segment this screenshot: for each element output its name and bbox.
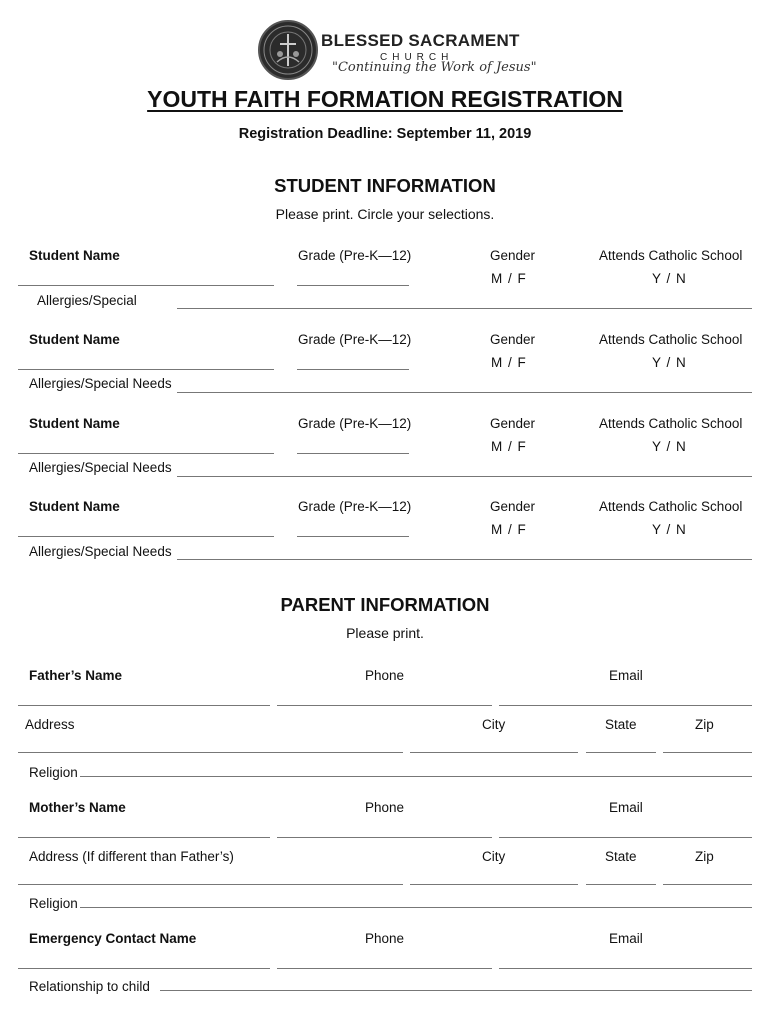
allergies-label: Allergies/Special: [37, 293, 137, 308]
gender-label: Gender: [490, 248, 536, 263]
allergies-field[interactable]: [177, 559, 752, 560]
emergency-name-field[interactable]: [18, 968, 270, 969]
father-email-label: Email: [609, 668, 643, 683]
father-city-field[interactable]: [410, 752, 578, 753]
mother-name-field[interactable]: [18, 837, 270, 838]
father-phone-field[interactable]: [277, 705, 492, 706]
catholic-school-options[interactable]: Y / N: [652, 439, 687, 454]
father-city-label: City: [482, 717, 506, 732]
gender-label: Gender: [490, 332, 536, 347]
mother-religion-label: Religion: [29, 896, 78, 911]
father-state-field[interactable]: [586, 752, 656, 753]
mother-address-field[interactable]: [18, 884, 403, 885]
allergies-field[interactable]: [177, 308, 752, 309]
mother-state-field[interactable]: [586, 884, 656, 885]
grade-label: Grade (Pre-K—12): [298, 332, 412, 347]
father-name-label: Father’s Name: [29, 668, 123, 683]
emergency-email-field[interactable]: [499, 968, 752, 969]
mother-phone-label: Phone: [365, 800, 405, 815]
student-name-label: Student Name: [29, 332, 120, 347]
father-phone-label: Phone: [365, 668, 405, 683]
student-name-field[interactable]: [18, 369, 274, 370]
relationship-field[interactable]: [160, 990, 752, 991]
mother-state-label: State: [605, 849, 637, 864]
father-address-field[interactable]: [18, 752, 403, 753]
student-instructions: Please print. Circle your selections.: [275, 206, 495, 222]
page-title: YOUTH FAITH FORMATION REGISTRATION: [147, 86, 623, 112]
allergies-label: Allergies/Special Needs: [29, 460, 172, 475]
allergies-field[interactable]: [177, 476, 752, 477]
gender-options[interactable]: M / F: [491, 271, 527, 286]
father-zip-field[interactable]: [663, 752, 752, 753]
gender-label: Gender: [490, 499, 536, 514]
emergency-name-label: Emergency Contact Name: [29, 931, 197, 946]
mother-zip-field[interactable]: [663, 884, 752, 885]
grade-label: Grade (Pre-K—12): [298, 416, 412, 431]
mother-zip-label: Zip: [695, 849, 714, 864]
logo-tagline: "Continuing the Work of Jesus": [332, 60, 537, 75]
parent-section-heading: PARENT INFORMATION: [280, 594, 490, 615]
mother-email-label: Email: [609, 800, 643, 815]
catholic-school-label: Attends Catholic School: [599, 499, 743, 514]
emergency-email-label: Email: [609, 931, 643, 946]
emergency-phone-label: Phone: [365, 931, 405, 946]
emergency-phone-field[interactable]: [277, 968, 492, 969]
gender-label: Gender: [490, 416, 536, 431]
student-name-label: Student Name: [29, 499, 120, 514]
grade-field[interactable]: [297, 285, 409, 286]
catholic-school-label: Attends Catholic School: [599, 416, 743, 431]
allergies-label: Allergies/Special Needs: [29, 544, 172, 559]
mother-address-label: Address (If different than Father’s): [29, 849, 234, 864]
catholic-school-label: Attends Catholic School: [599, 248, 743, 263]
grade-field[interactable]: [297, 369, 409, 370]
father-address-label: Address: [25, 717, 75, 732]
gender-options[interactable]: M / F: [491, 522, 527, 537]
gender-options[interactable]: M / F: [491, 355, 527, 370]
student-name-label: Student Name: [29, 248, 120, 263]
grade-label: Grade (Pre-K—12): [298, 248, 412, 263]
mother-phone-field[interactable]: [277, 837, 492, 838]
relationship-label: Relationship to child: [29, 979, 150, 994]
grade-field[interactable]: [297, 536, 409, 537]
grade-field[interactable]: [297, 453, 409, 454]
father-religion-label: Religion: [29, 765, 78, 780]
grade-label: Grade (Pre-K—12): [298, 499, 412, 514]
registration-deadline: Registration Deadline: September 11, 2019: [238, 126, 532, 142]
mother-email-field[interactable]: [499, 837, 752, 838]
father-zip-label: Zip: [695, 717, 714, 732]
father-state-label: State: [605, 717, 637, 732]
mother-religion-field[interactable]: [80, 907, 752, 908]
father-name-field[interactable]: [18, 705, 270, 706]
church-seal-icon: [258, 20, 318, 80]
student-name-label: Student Name: [29, 416, 120, 431]
allergies-field[interactable]: [177, 392, 752, 393]
mother-city-label: City: [482, 849, 506, 864]
mother-name-label: Mother’s Name: [29, 800, 126, 815]
catholic-school-options[interactable]: Y / N: [652, 355, 687, 370]
father-email-field[interactable]: [499, 705, 752, 706]
allergies-label: Allergies/Special Needs: [29, 376, 172, 391]
mother-city-field[interactable]: [410, 884, 578, 885]
gender-options[interactable]: M / F: [491, 439, 527, 454]
father-religion-field[interactable]: [80, 776, 752, 777]
logo-subtitle: CHURCH: [380, 52, 454, 63]
catholic-school-options[interactable]: Y / N: [652, 271, 687, 286]
student-name-field[interactable]: [18, 285, 274, 286]
catholic-school-label: Attends Catholic School: [599, 332, 743, 347]
parent-instructions: Please print.: [346, 625, 424, 641]
logo-name: BLESSED SACRAMENT: [321, 31, 520, 50]
catholic-school-options[interactable]: Y / N: [652, 522, 687, 537]
student-name-field[interactable]: [18, 536, 274, 537]
student-name-field[interactable]: [18, 453, 274, 454]
student-section-heading: STUDENT INFORMATION: [274, 175, 496, 196]
